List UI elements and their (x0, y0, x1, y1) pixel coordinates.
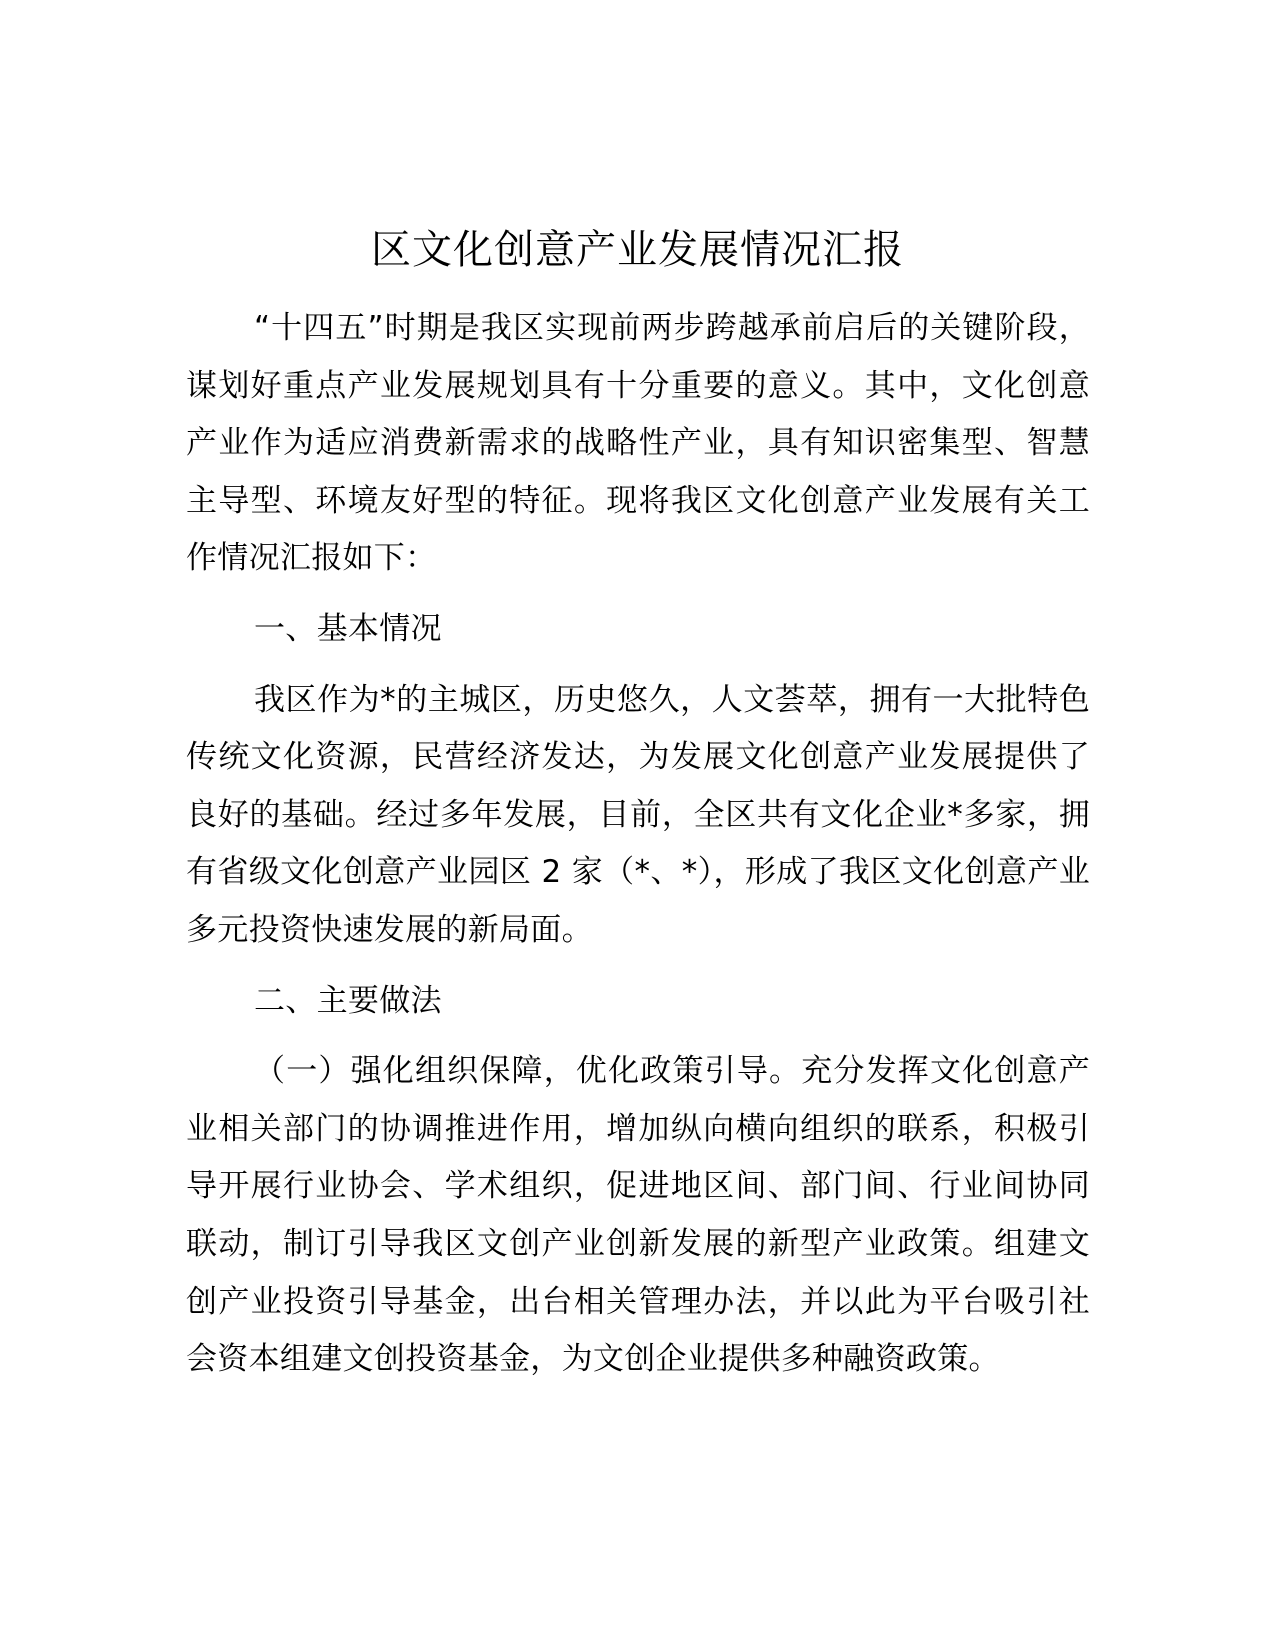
section-heading-main-practices: 二、主要做法 (254, 982, 442, 1019)
intro-paragraph: “十四五”时期是我区实现前两步跨越承前启后的关键阶段，谋划好重点产业发展规划具有十分重要的意义。其中，文化创意产业作为适应消费新需求的战略性产业，具有知识密集型、智慧主导型、环境友好型的特征。现将我区文化创意产业发展有关工作情况汇报如下： (186, 310, 1090, 577)
basic-situation-paragraph: 我区作为*的主城区，历史悠久，人文荟萃，拥有一大批特色传统文化资源，民营经济发达，为发展文化创意产业发展提供了良好的基础。经过多年发展，目前，全区共有文化企业*多家，拥有省级文化创意产业园区 2 家（*、*），形成了我区文化创意产业多元投资快速发展的新局面。 (186, 681, 1090, 948)
section-heading-basic-situation: 一、基本情况 (254, 610, 442, 647)
document-body (186, 300, 1090, 1389)
main-practices-paragraph-1: （一）强化组织保障，优化政策引导。充分发挥文化创意产业相关部门的协调推进作用，增加纵向横向组织的联系，积极引导开展行业协会、学术组织，促进地区间、部门间、行业间协同联动，制订引导我区文创产业创新发展的新型产业政策。组建文创产业投资引导基金，出台相关管理办法，并以此为平台吸引社会资本组建文创投资基金，为文创企业提供多种融资政策。 (186, 1053, 1090, 1378)
document-title: 区文化创意产业发展情况汇报 (371, 227, 904, 273)
